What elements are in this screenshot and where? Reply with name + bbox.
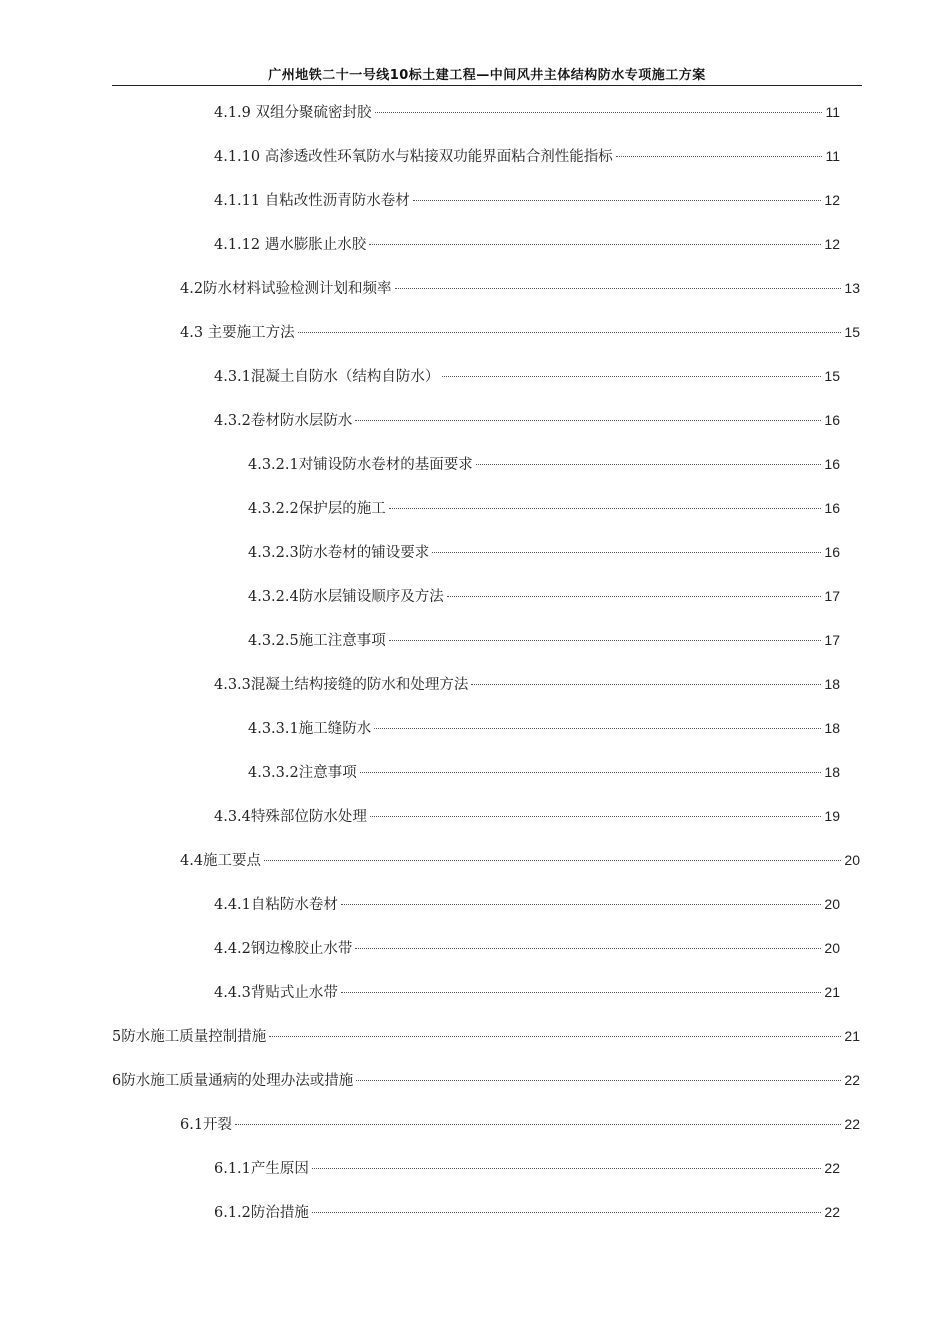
toc-page-number: 17 [824, 588, 840, 604]
toc-dot-leader [341, 904, 822, 905]
toc-entry[interactable] [248, 761, 840, 783]
toc-page-number: 20 [824, 896, 840, 912]
toc-entry[interactable] [248, 541, 840, 563]
toc-dot-leader [432, 552, 821, 553]
toc-dot-leader [312, 1212, 822, 1213]
toc-entry-label: 4.3.2.2保护层的施工 [248, 501, 386, 517]
page-header-title: 广州地铁二十一号线10标土建工程—中间风井主体结构防水专项施工方案 [268, 68, 706, 83]
toc-dot-leader [360, 772, 822, 773]
toc-dot-leader [370, 816, 822, 817]
toc-page-number: 13 [844, 280, 860, 296]
toc-entry[interactable] [214, 673, 840, 695]
toc-dot-leader [355, 420, 821, 421]
toc-page-number: 18 [824, 764, 840, 780]
toc-dot-leader [616, 156, 823, 157]
toc-page-number: 11 [825, 148, 840, 164]
toc-dot-leader [375, 112, 823, 113]
toc-entry[interactable] [248, 497, 840, 519]
toc-entry-label: 4.3.2.5施工注意事项 [248, 633, 386, 649]
toc-entry-label: 4.3.2.1对铺设防水卷材的基面要求 [248, 457, 473, 473]
toc-entry-label: 4.3.2.3防水卷材的铺设要求 [248, 545, 430, 561]
toc-entry-label: 4.1.9 双组分聚硫密封胶 [214, 105, 372, 121]
toc-dot-leader [395, 288, 842, 289]
toc-dot-leader [269, 1036, 841, 1037]
toc-entry[interactable] [180, 321, 860, 343]
toc-dot-leader [476, 464, 822, 465]
toc-dot-leader [369, 244, 821, 245]
toc-page-number: 20 [844, 852, 860, 868]
toc-entry[interactable] [214, 365, 840, 387]
toc-entry[interactable] [248, 453, 840, 475]
toc-page-number: 21 [844, 1028, 860, 1044]
toc-page-number: 16 [824, 412, 840, 428]
toc-page-number: 16 [824, 456, 840, 472]
toc-entry-label: 4.3.2卷材防水层防水 [214, 413, 353, 429]
toc-entry-label: 5防水施工质量控制措施 [112, 1029, 267, 1045]
toc-dot-leader [264, 860, 841, 861]
toc-page-number: 22 [824, 1204, 840, 1220]
toc-page-number: 11 [825, 104, 840, 120]
toc-dot-leader [413, 200, 822, 201]
toc-dot-leader [374, 728, 821, 729]
toc-page-number: 19 [824, 808, 840, 824]
toc-page-number: 16 [824, 544, 840, 560]
toc-entry-label: 6.1.2防治措施 [214, 1205, 309, 1221]
toc-page-number: 18 [824, 720, 840, 736]
toc-entry-label: 4.3.2.4防水层铺设顺序及方法 [248, 589, 444, 605]
toc-page-number: 22 [824, 1160, 840, 1176]
toc-entry[interactable] [248, 585, 840, 607]
toc-entry[interactable] [214, 409, 840, 431]
toc-entry[interactable] [214, 937, 840, 959]
toc-entry[interactable] [214, 145, 840, 167]
toc-entry-label: 4.3.3.2注意事项 [248, 765, 357, 781]
toc-dot-leader [355, 948, 821, 949]
toc-entry[interactable] [180, 1113, 860, 1135]
toc-entry[interactable] [214, 981, 840, 1003]
toc-dot-leader [298, 332, 842, 333]
toc-page-number: 17 [824, 632, 840, 648]
toc-page-number: 22 [844, 1116, 860, 1132]
toc-entry[interactable] [214, 805, 840, 827]
toc-entry[interactable] [248, 717, 840, 739]
toc-page-number: 22 [844, 1072, 860, 1088]
toc-entry[interactable] [180, 849, 860, 871]
toc-entry-label: 4.1.10 高渗透改性环氧防水与粘接双功能界面粘合剂性能指标 [214, 149, 613, 165]
toc-entry[interactable] [112, 1069, 860, 1091]
toc-entry-label: 4.4.2钢边橡胶止水带 [214, 941, 353, 957]
toc-entry-label: 4.4.3背贴式止水带 [214, 985, 338, 1001]
toc-page-number: 12 [824, 236, 840, 252]
toc-entry[interactable] [112, 1025, 860, 1047]
toc-page-number: 15 [824, 368, 840, 384]
toc-page-number: 21 [824, 984, 840, 1000]
toc-dot-leader [471, 684, 821, 685]
toc-entry-label: 4.3.3混凝土结构接缝的防水和处理方法 [214, 677, 469, 693]
toc-entry-label: 4.1.12 遇水膨胀止水胶 [214, 237, 367, 253]
toc-entry[interactable] [214, 189, 840, 211]
toc-dot-leader [442, 376, 821, 377]
toc-page-number: 20 [824, 940, 840, 956]
toc-page-number: 18 [824, 676, 840, 692]
toc-entry-label: 4.3.4特殊部位防水处理 [214, 809, 367, 825]
toc-entry-label: 4.3.1混凝土自防水（结构自防水） [214, 369, 440, 385]
toc-page-number: 12 [824, 192, 840, 208]
toc-entry[interactable] [180, 277, 860, 299]
toc-dot-leader [312, 1168, 822, 1169]
toc-dot-leader [356, 1080, 841, 1081]
toc-entry-label: 4.2防水材料试验检测计划和频率 [180, 281, 392, 297]
toc-dot-leader [389, 508, 822, 509]
toc-entry[interactable] [214, 101, 840, 123]
toc-entry[interactable] [214, 893, 840, 915]
toc-entry[interactable] [214, 1201, 840, 1223]
toc-page-number: 15 [844, 324, 860, 340]
toc-dot-leader [341, 992, 822, 993]
toc-entry-label: 6.1开裂 [180, 1117, 233, 1133]
toc-entry-label: 4.1.11 自粘改性沥青防水卷材 [214, 193, 410, 209]
toc-entry-label: 6防水施工质量通病的处理办法或措施 [112, 1073, 354, 1089]
toc-entry-label: 4.4施工要点 [180, 853, 262, 869]
toc-entry-label: 4.3.3.1施工缝防水 [248, 721, 372, 737]
toc-dot-leader [235, 1124, 841, 1125]
toc-entry[interactable] [214, 233, 840, 255]
toc-entry-label: 4.4.1自粘防水卷材 [214, 897, 338, 913]
toc-dot-leader [447, 596, 822, 597]
toc-entry-label: 4.3 主要施工方法 [180, 325, 295, 341]
toc-dot-leader [389, 640, 822, 641]
toc-page-number: 16 [824, 500, 840, 516]
toc-entry[interactable] [214, 1157, 840, 1179]
toc-entry[interactable] [248, 629, 840, 651]
toc-entry-label: 6.1.1产生原因 [214, 1161, 309, 1177]
